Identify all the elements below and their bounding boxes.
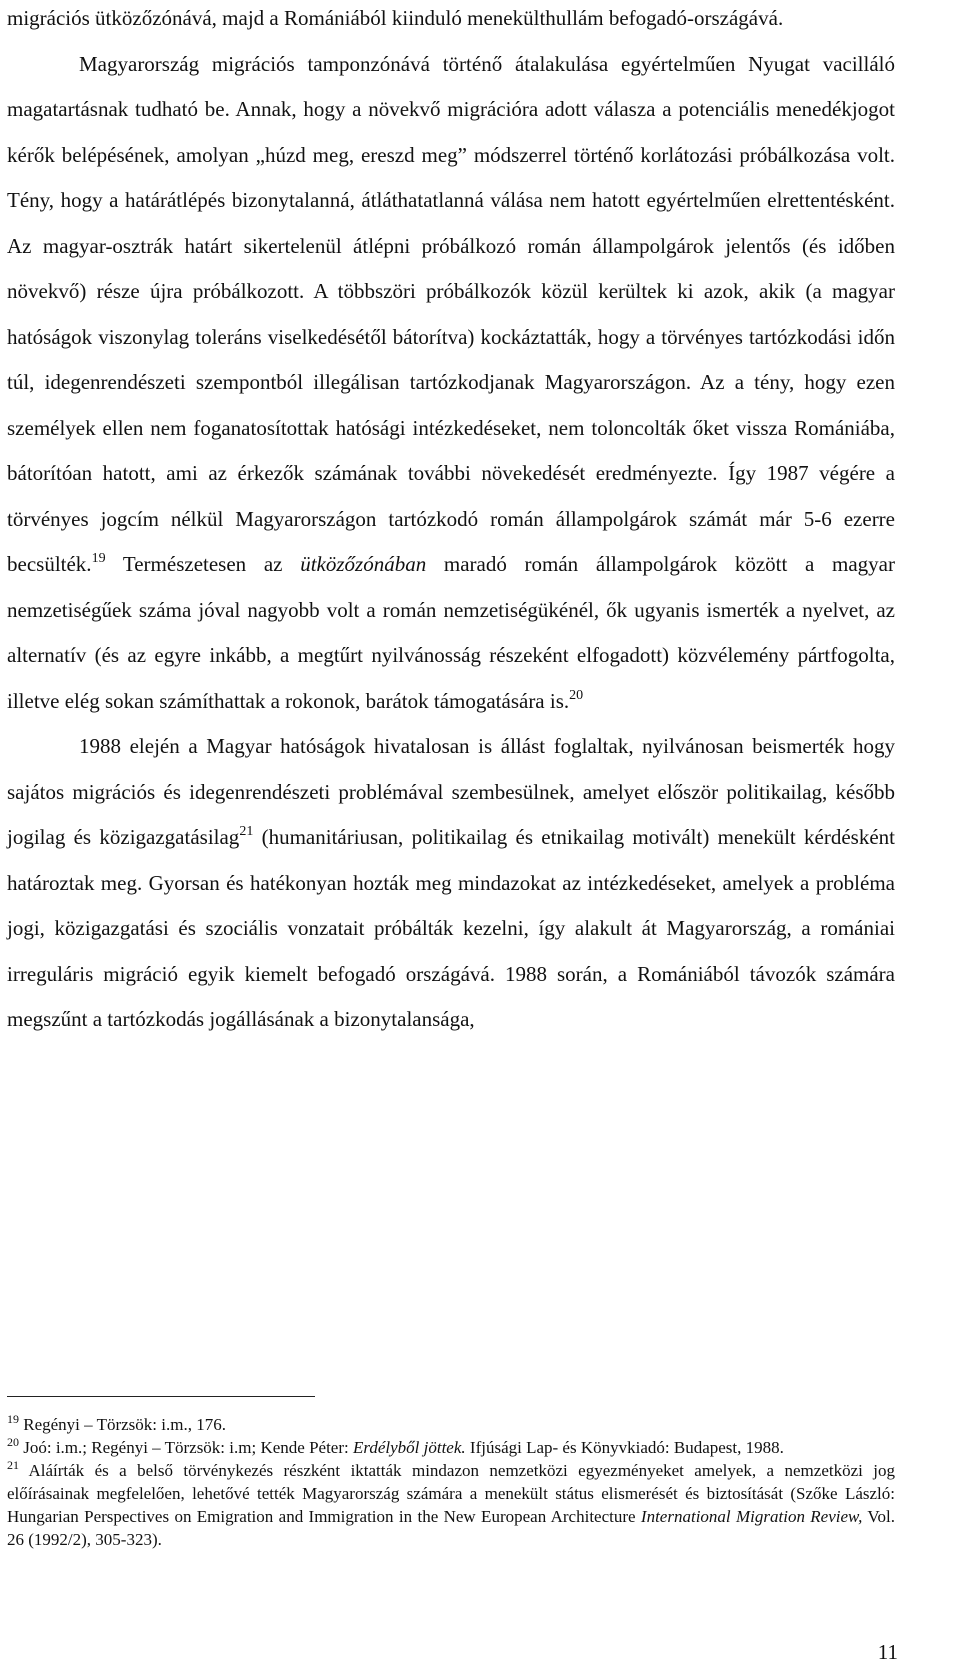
footnote-ref-20[interactable]: 20 (569, 687, 584, 703)
paragraph-2-text-c: maradó román állampolgárok között a magyar nemzetiségűek száma jóval nagyobb volt a román nemzetiségükénél, ők ugyanis ismerték a nyelvet, az alternatív (és az egyre inkább, a megtűrt nyilvánosság részeként elfogadott) közvélemény pártfogolta, illetve elég sokan számíthattak a rokonok, barátok támogatására is. (7, 552, 895, 713)
paragraph-3-text-b: (humanitáriusan, politikailag és etnikailag motivált) menekült kérdésként határoztak meg. Gyorsan és hatékonyan hozták meg mindazokat az intézkedéseket, amelyek a probléma jogi, közigazgatási és szociális vonzatait próbálták kezelni, így alakult át Magyarország, a romániai irreguláris migráció egyik kiemelt befogadó országává. 1988 során, a Romániából távozók számára megszűnt a tartózkodás jogállásának a bizonytalansága, (7, 825, 895, 1031)
footnote-number: 20 (7, 1435, 19, 1449)
paragraph-2-text-a: Magyarország migrációs tamponzónává történő átalakulása egyértelműen Nyugat vacilláló magatartásnak tudható be. Annak, hogy a növekvő migrációra adott válasza a potenciális menedékjogot kérők belépésének, amolyan „húzd meg, ereszd meg” módszerrel történő korlátozási próbálkozása volt. Tény, hogy a határátlépés bizonytalanná, átláthatatlanná válása nem hatott egyértelműen elrettentésként. Az magyar-osztrák határt sikertelenül átlépni próbálkozó román állampolgárok jelentős (és időben növekvő) része újra próbálkozott. A többszöri próbálkozók közül kerültek ki azok, akik (a magyar hatóságok viszonylag toleráns viselkedésétől bátorítva) kockáztatták, hogy a törvényes tartózkodási időn túl, idegenrendészeti szempontból illegálisan tartózkodjanak Magyarországon. Az a tény, hogy ezen személyek ellen nem foganatosítottak hatósági intézkedéseket, nem toloncolták őket vissza Romániába, bátorítóan hatott, ami az érkezők számának további növekedését eredményezte. Így 1987 végére a törvényes jogcím nélkül Magyarországon tartózkodó román állampolgárok számát már 5-6 ezerre becsülték. (7, 51, 895, 576)
footnote-number: 19 (7, 1412, 19, 1426)
footnote-19 (7, 1413, 895, 1436)
paragraph-3-text-a: 1988 elején a Magyar hatóságok hivatalosan is állást foglaltak, nyilvánosan beismerték hogy sajátos migrációs és idegenrendészeti problémával szembesülnek, amelyet először politikailag, később jogilag és közigazgatásilag (7, 734, 895, 849)
footnotes (7, 1413, 895, 1551)
footnote-ref-21[interactable]: 21 (239, 824, 254, 839)
paragraph-2-italic: ütközőzónában (300, 552, 427, 576)
footnote-text-a: Aláírták és a belső törvénykezés részként iktatták mindazon nemzetközi egyezményeket amelyek, a nemzetközi jog előírásainak megfelelően, lehetővé tették Magyarország számára a menekült státus elismerését és biztosítását (Szőke László: Hungarian Perspectives on Emigration and Immigration in the New European Architecture (7, 1461, 896, 1526)
footnote-italic: International Migration Review, (640, 1507, 863, 1526)
footnote-text-b: Vol. 26 (1992/2), 305-323). (7, 1507, 895, 1549)
footnote-divider (7, 1396, 315, 1397)
footnote-text-b: Ifjúsági Lap- és Könyvkiadó: Budapest, 1988. (465, 1438, 784, 1457)
footnote-number: 21 (7, 1458, 19, 1472)
footnote-ref-19[interactable]: 19 (91, 551, 106, 566)
paragraph-2-text-b: Természetesen az (105, 552, 301, 576)
paragraph-3 (7, 724, 895, 1043)
footnote-italic: Erdélyből jöttek. (352, 1438, 466, 1457)
footnote-21 (7, 1459, 895, 1551)
body-text (7, 0, 895, 1043)
footnote-20 (7, 1436, 895, 1459)
paragraph-1: migrációs ütközőzónává, majd a Romániából kiinduló menekülthullám befogadó-országává. (7, 6, 784, 30)
paragraph-2 (7, 42, 895, 725)
footnote-text-a: Joó: i.m.; Regényi – Törzsök: i.m; Kende Péter: (23, 1438, 353, 1457)
footnote-text: Regényi – Törzsök: i.m., 176. (23, 1415, 226, 1434)
page-number: 11 (877, 1640, 898, 1664)
